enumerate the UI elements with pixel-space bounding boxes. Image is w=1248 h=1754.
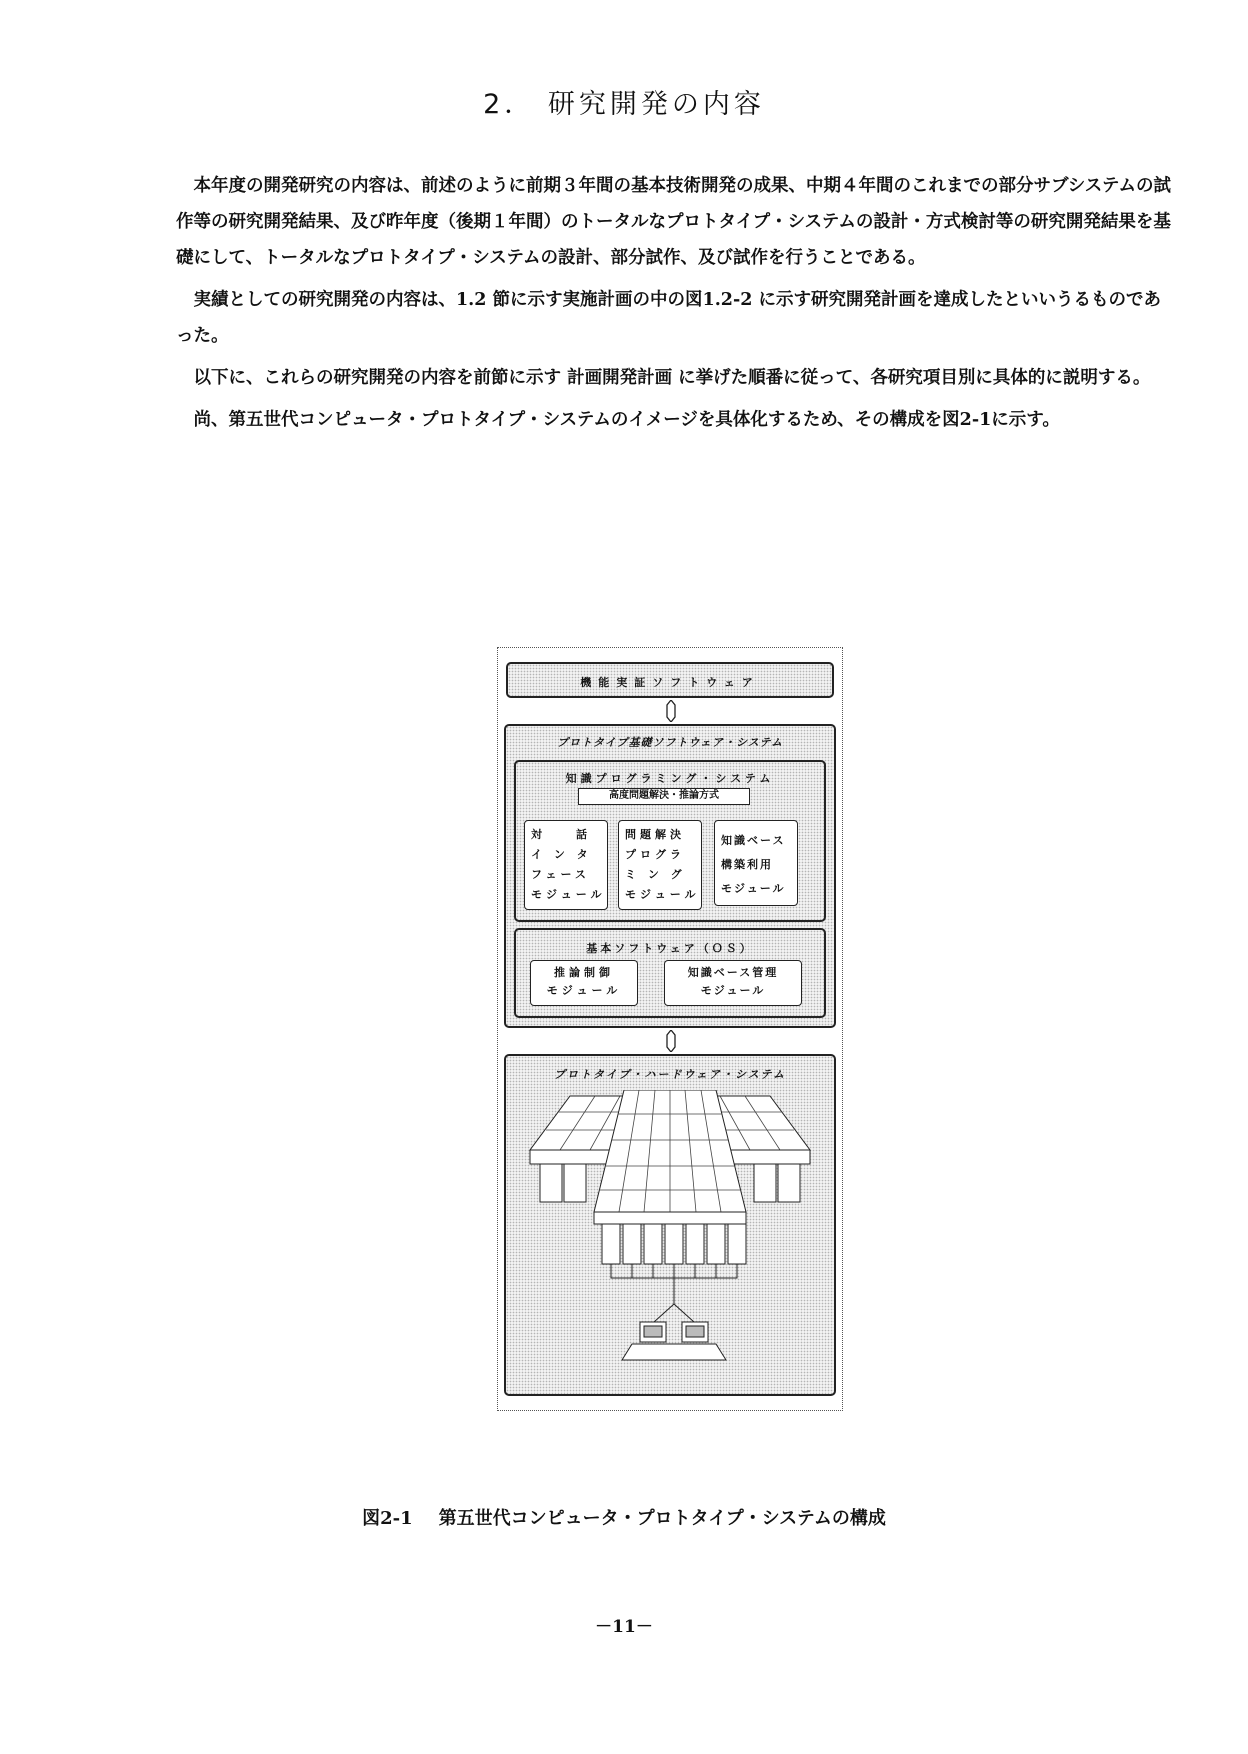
module-line: モジュール [700,984,766,997]
paragraph: 尚、第五世代コンピュータ・プロトタイプ・システムのイメージを具体化するため、その構成を図2-1に示す。 [193,410,1060,430]
kps-title: 知識プログラミング・システム [565,772,775,785]
basic-software-os-box [514,928,826,1018]
connector-icon [666,700,676,722]
kps-subtitle: 高度問題解決・推論方式 [578,788,750,805]
module-line: 知識ベース [721,834,786,847]
figure-caption [0,1504,1248,1530]
paragraph: 本年度の開発研究の内容は、前述のように前期３年間の基本技術開発の成果、中期４年間のこれまでの部分サブシステムの試作等の研究開発結果、及び昨年度（後期１年間）のトータルなプロトタイプ・システムの設計・方式検討等の研究開発結果を基礎にして、トータルなプロトタイプ・システムの設計、部分試作、及び試作を行うことである。 [176,176,1172,268]
module-line: プログラ [625,848,685,861]
system-structure-figure [497,647,843,1411]
module-line: モジュール [531,888,606,901]
inference-control-module [530,960,638,1006]
module-line: 知識ベース管理 [687,966,779,979]
module-line: イ ン タ [531,848,592,861]
knowledge-base-module [714,820,798,906]
hardware-system-label: プロトタイプ・ハードウェア・システム [554,1068,786,1081]
connector-icon [666,1030,676,1052]
application-software-label: 機能実証ソフトウェア [580,676,760,689]
problem-solving-programming-module [618,820,702,910]
module-line: ミ ン グ [625,868,686,881]
module-line: モジュール [625,888,700,901]
module-line: 問題解決 [625,828,685,841]
module-line: 推論制御 [554,966,614,979]
software-system-label: プロトタイプ基礎ソフトウェア・システム [557,736,783,749]
module-line: 構築利用 [721,858,773,871]
module-line: モジュール [546,984,622,997]
figure-number: 図2-1 [362,1508,413,1529]
knowledge-programming-system-box [514,760,826,922]
paragraph: 実績としての研究開発の内容は、1.2 節に示す実施計画の中の図1.2-2 に示す研究開発計画を達成したといいうるものであった。 [176,290,1162,346]
knowledge-base-management-module [664,960,802,1006]
module-line: 対 話 [531,828,591,841]
dialog-interface-module [524,820,608,910]
body-text [176,168,1176,444]
module-line: モジュール [721,882,786,895]
section-heading: 2． 研究開発の内容 [483,89,765,120]
application-software-box [506,662,834,698]
paragraph: 以下に、これらの研究開発の内容を前節に示す 計画開発計画 に挙げた順番に従って、各研究項目別に具体的に説明する。 [193,368,1151,388]
prototype-software-system-box [504,724,836,1028]
module-line: フェース [531,868,590,881]
page-number: －11－ [595,1617,653,1637]
os-title: 基本ソフトウェア（ＯＳ） [586,942,754,955]
parallel-machine-illustration [506,1090,834,1390]
prototype-hardware-system-box [504,1054,836,1396]
figure-caption-text: 第五世代コンピュータ・プロトタイプ・システムの構成 [438,1508,886,1529]
